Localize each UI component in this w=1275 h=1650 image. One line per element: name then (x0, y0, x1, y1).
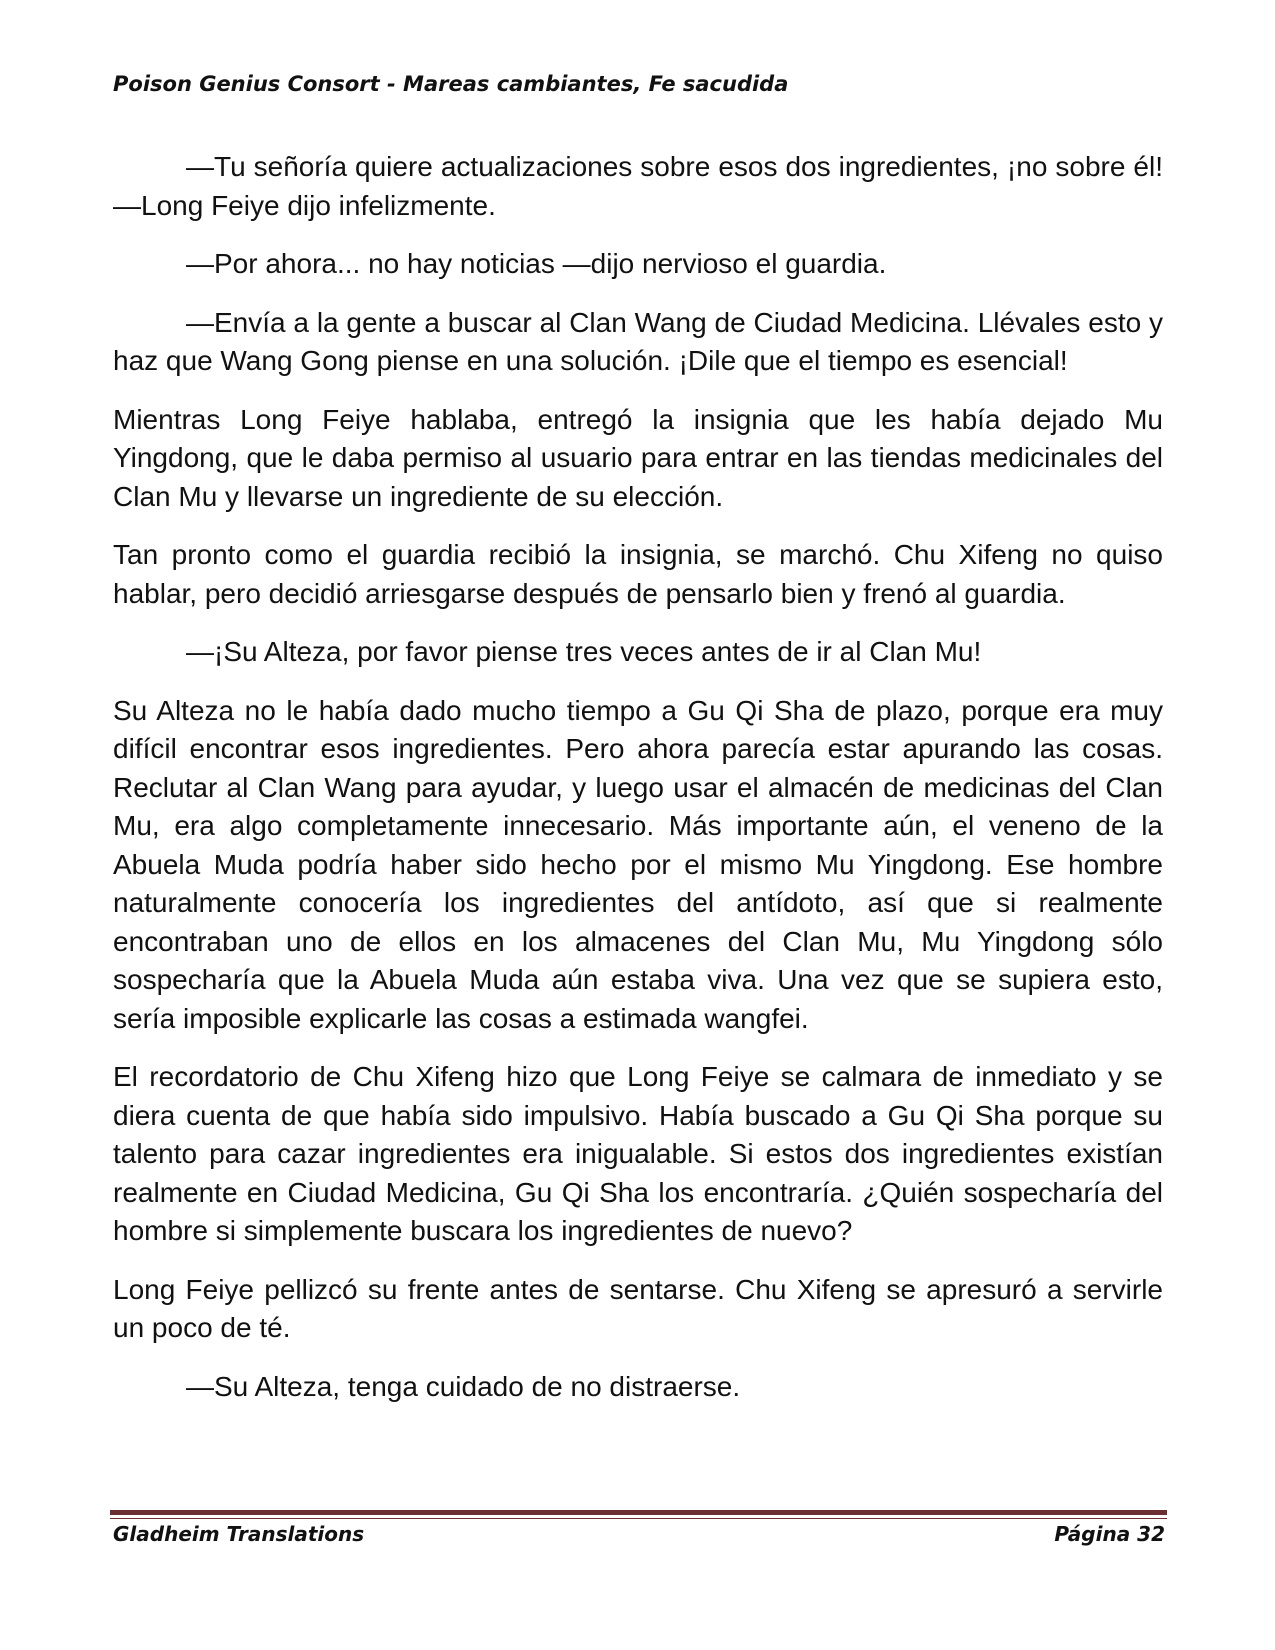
page-header: Poison Genius Consort - Mareas cambiantes, Fe sacudida (113, 72, 789, 96)
paragraph: —Tu señoría quiere actualizaciones sobre esos dos ingredientes, ¡no sobre él! —Long Feiye dijo infelizmente. (113, 151, 1163, 221)
page-number: Página 32 (1054, 1522, 1165, 1546)
paragraph: Mientras Long Feiye hablaba, entregó la insignia que les había dejado Mu Yingdong, que le daba permiso al usuario para entrar en las tiendas medicinales del Clan Mu y llevarse un ingrediente de su elección. (113, 403, 1163, 512)
paragraph: Tan pronto como el guardia recibió la insignia, se marchó. Chu Xifeng no quiso hablar, pero decidió arriesgarse después de pensarlo bien y frenó al guardia. (113, 539, 1163, 609)
paragraph: El recordatorio de Chu Xifeng hizo que Long Feiye se calmara de inmediato y se diera cuenta de que había sido impulsivo. Había buscado a Gu Qi Sha porque su talento para cazar ingredientes era inigualable. Si estos dos ingredientes existían realmente en Ciudad Medicina, Gu Qi Sha los encontraría. ¿Quién sospecharía del hombre si simplemente buscara los ingredientes de nuevo? (113, 1061, 1163, 1246)
page-footer (113, 1522, 1165, 1546)
footer-publisher: Gladheim Translations (113, 1522, 365, 1546)
page-body (113, 148, 1163, 1426)
paragraph: —Envía a la gente a buscar al Clan Wang de Ciudad Medicina. Llévales esto y haz que Wang Gong piense en una solución. ¡Dile que el tiempo es esencial! (113, 306, 1163, 376)
paragraph: Long Feiye pellizcó su frente antes de sentarse. Chu Xifeng se apresuró a servirle un poco de té. (113, 1273, 1163, 1343)
paragraph: —Su Alteza, tenga cuidado de no distraerse. (186, 1370, 741, 1402)
footer-divider (110, 1510, 1167, 1515)
footer-divider-thin (110, 1518, 1167, 1519)
paragraph: —Por ahora... no hay noticias —dijo nervioso el guardia. (186, 248, 887, 279)
paragraph: Su Alteza no le había dado mucho tiempo a Gu Qi Sha de plazo, porque era muy difícil encontrar esos ingredientes. Pero ahora parecía estar apurando las cosas. Reclutar al Clan Wang para ayudar, y luego usar el almacén de medicinas del Clan Mu, era algo completamente innecesario. Más importante aún, el veneno de la Abuela Muda podría haber sido hecho por el mismo Mu Yingdong. Ese hombre naturalmente conocería los ingredientes del antídoto, así que si realmente encontraban uno de ellos en los almacenes del Clan Mu, Mu Yingdong sólo sospecharía que la Abuela Muda aún estaba viva. Una vez que se supiera esto, sería imposible explicarle las cosas a estimada wangfei. (113, 694, 1163, 1034)
paragraph: —¡Su Alteza, por favor piense tres veces antes de ir al Clan Mu! (186, 636, 982, 667)
